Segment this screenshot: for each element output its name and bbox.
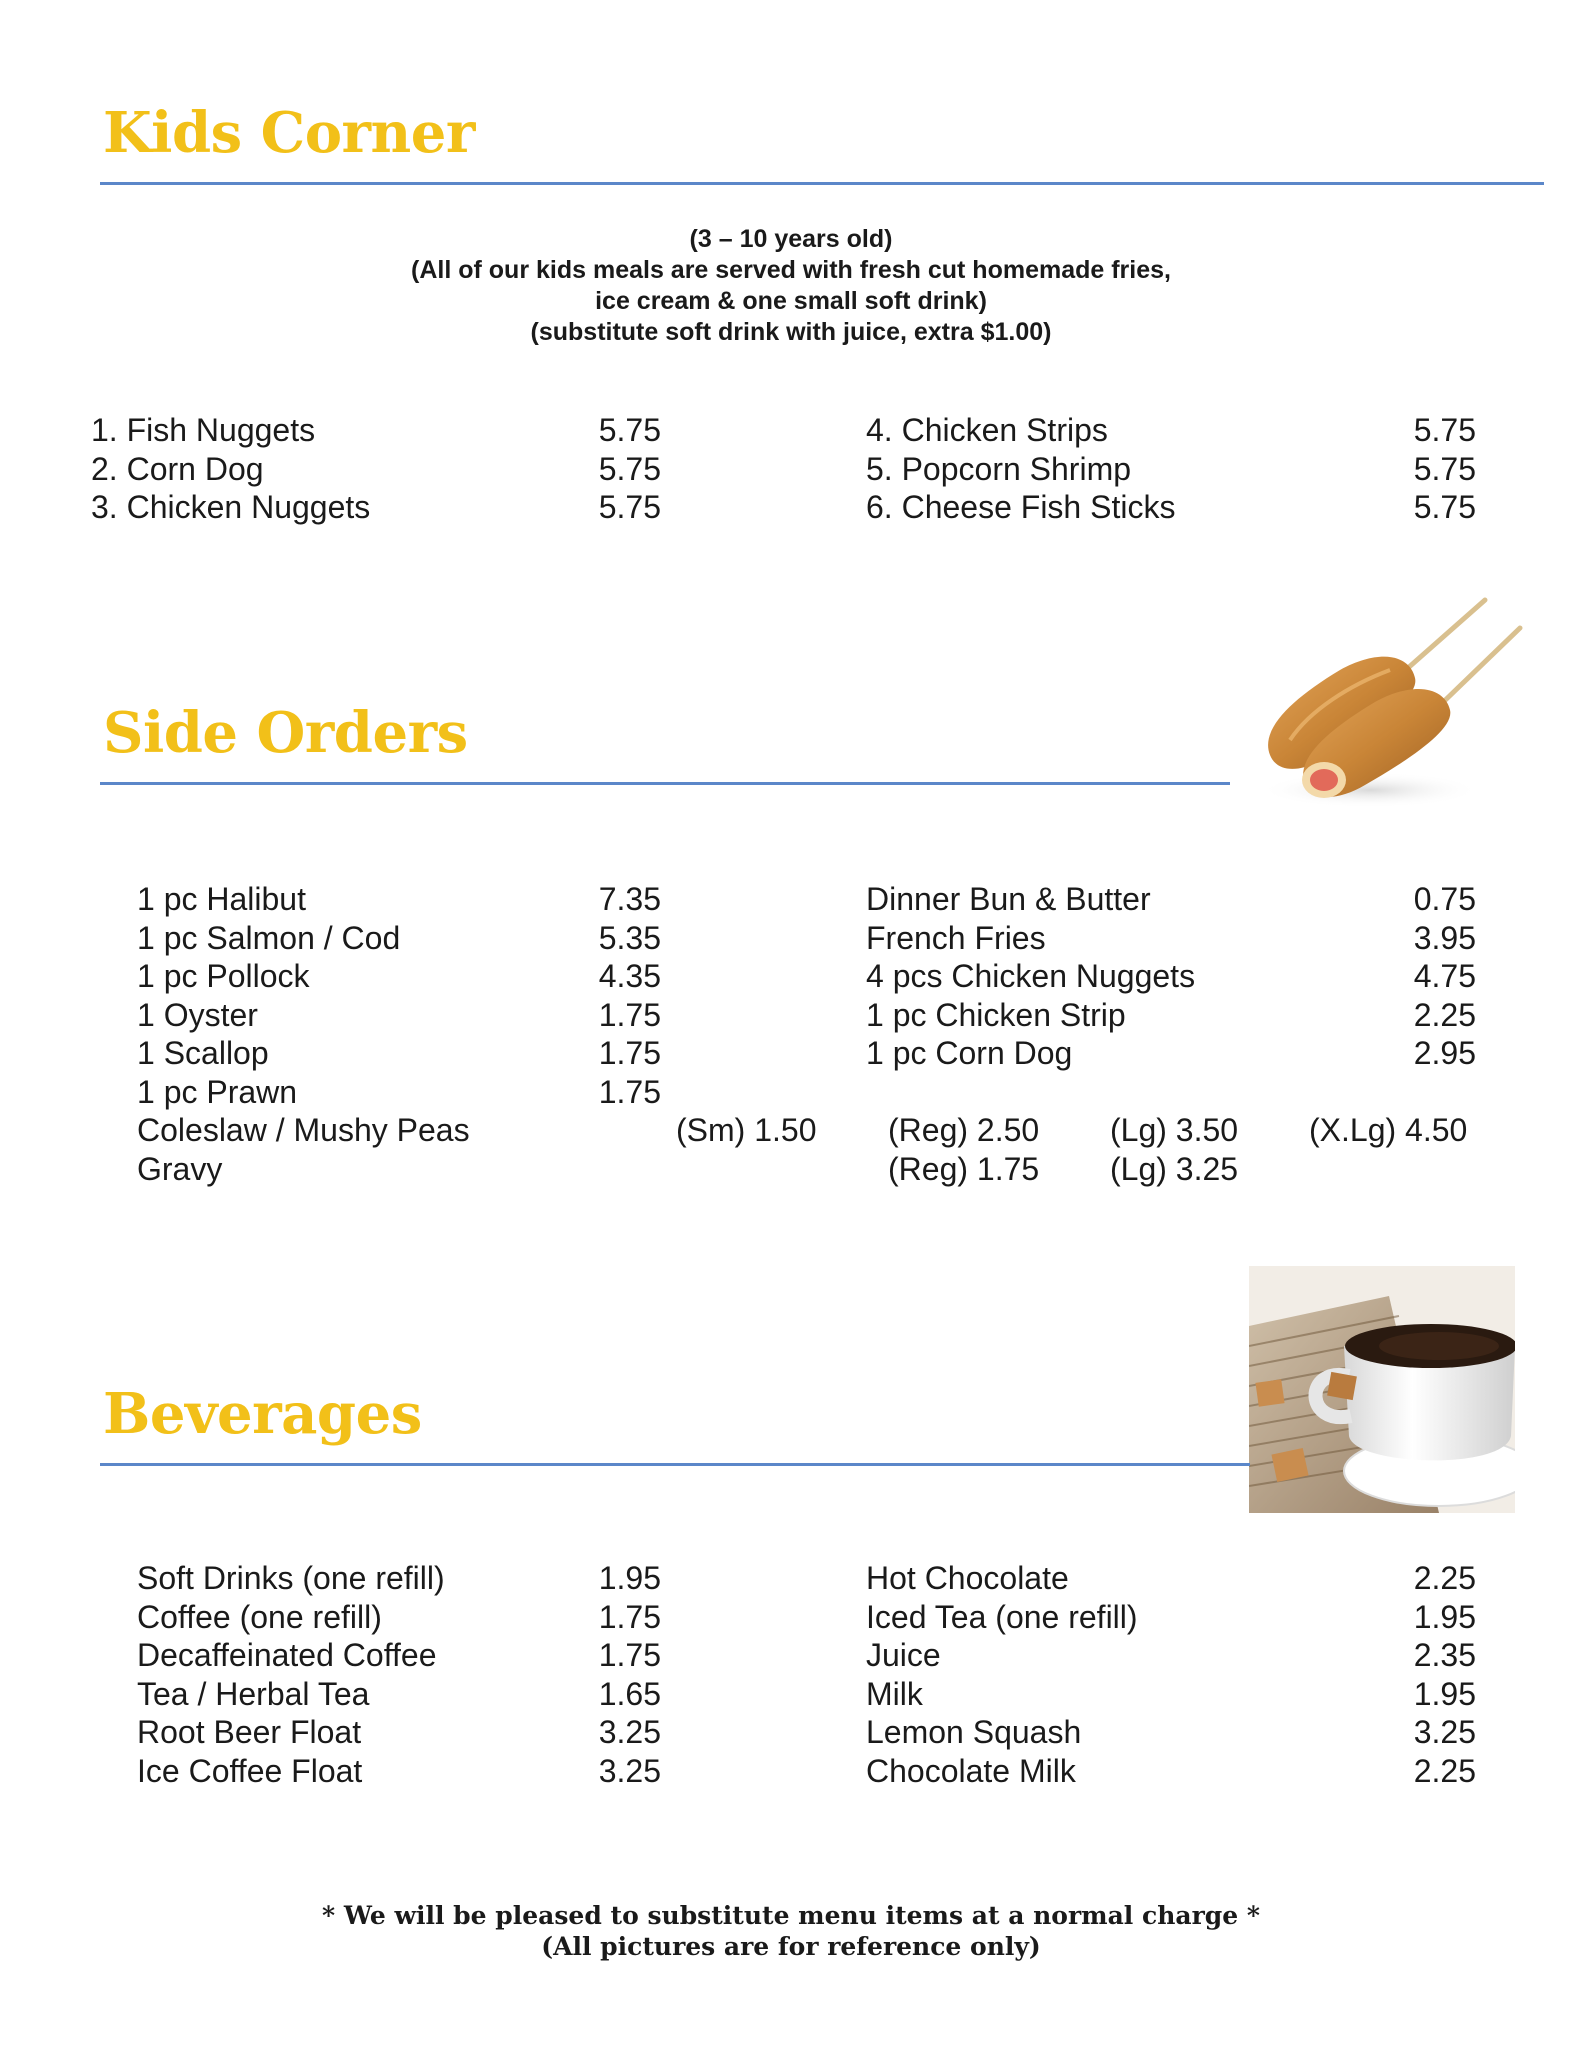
- menu-item: [137, 1559, 661, 1598]
- item-name: 1 Oyster: [137, 996, 258, 1033]
- menu-item: [866, 1034, 1476, 1073]
- item-price: 4.35: [598, 958, 661, 994]
- kids-corner-title: Kids Corner: [103, 100, 475, 166]
- item-name: French Fries: [866, 919, 1046, 956]
- menu-item: [137, 996, 661, 1035]
- item-name: Coffee (one refill): [137, 1598, 382, 1635]
- item-name: Juice: [866, 1637, 941, 1673]
- item-name: 1 pc Corn Dog: [866, 1035, 1073, 1071]
- menu-item: [137, 1675, 661, 1714]
- side-orders-title: Side Orders: [103, 700, 468, 766]
- item-price: 5.75: [1413, 450, 1476, 487]
- item-price: 1.95: [1413, 1598, 1476, 1635]
- menu-item: [137, 1598, 661, 1637]
- item-name: Ice Coffee Float: [137, 1752, 363, 1789]
- size-large-price: (Lg) 3.50: [1110, 1112, 1239, 1148]
- menu-item: [91, 488, 661, 527]
- menu-item: [866, 1636, 1476, 1675]
- kids-corner-rule: [100, 182, 1544, 185]
- item-name: 1 pc Halibut: [137, 881, 306, 917]
- item-price: 2.25: [1413, 1752, 1476, 1789]
- item-price: 1.75: [598, 1035, 661, 1071]
- coffee-cup-photo: [1249, 1266, 1515, 1513]
- item-name: 1 pc Pollock: [137, 958, 310, 994]
- side-menu-right: [866, 880, 1476, 1073]
- menu-item: [866, 1559, 1476, 1598]
- item-name: 1 pc Chicken Strip: [866, 996, 1126, 1033]
- item-price: 2.25: [1413, 1560, 1476, 1596]
- menu-item: [137, 1713, 661, 1752]
- item-name: 3. Chicken Nuggets: [91, 489, 371, 525]
- kids-note-age: (3 – 10 years old): [689, 225, 893, 253]
- item-name: Hot Chocolate: [866, 1560, 1069, 1596]
- kids-notes: [250, 224, 1332, 348]
- menu-item: [866, 957, 1476, 996]
- menu-item: [866, 1675, 1476, 1714]
- menu-item: [137, 1073, 661, 1112]
- menu-item: [137, 919, 661, 958]
- menu-item: [137, 957, 661, 996]
- menu-item: [137, 1636, 661, 1675]
- menu-item: [866, 996, 1476, 1035]
- item-price: 5.75: [1413, 412, 1476, 448]
- item-name: 1 Scallop: [137, 1035, 269, 1071]
- size-xlarge-price: (X.Lg) 4.50: [1309, 1112, 1468, 1148]
- item-price: 2.95: [1413, 1035, 1476, 1071]
- size-regular-price: (Reg) 2.50: [888, 1112, 1040, 1148]
- item-price: 3.25: [598, 1752, 661, 1789]
- footer-notes: [200, 1900, 1382, 1962]
- menu-item: [137, 1752, 661, 1791]
- item-price: 1.95: [1413, 1675, 1476, 1712]
- item-name: Coleslaw / Mushy Peas: [137, 1112, 470, 1148]
- item-name: 5. Popcorn Shrimp: [866, 450, 1132, 487]
- menu-item: [137, 880, 661, 919]
- kids-menu-left: [91, 411, 661, 527]
- item-price: 2.35: [1413, 1637, 1476, 1673]
- beverages-title: Beverages: [103, 1381, 422, 1447]
- kids-note-sides: (All of our kids meals are served with fresh cut homemade fries,: [411, 256, 1171, 284]
- footer-pictures-note: (All pictures are for reference only): [541, 1932, 1041, 1961]
- item-price: 3.25: [598, 1714, 661, 1750]
- menu-item: [866, 880, 1476, 919]
- item-name: Lemon Squash: [866, 1714, 1082, 1750]
- item-name: Decaffeinated Coffee: [137, 1637, 437, 1673]
- item-name: Tea / Herbal Tea: [137, 1675, 370, 1712]
- item-price: 5.75: [598, 489, 661, 525]
- item-price: 3.95: [1413, 919, 1476, 956]
- item-price: 0.75: [1413, 881, 1476, 917]
- item-name: Soft Drinks (one refill): [137, 1560, 445, 1596]
- beverages-rule: [100, 1463, 1250, 1466]
- menu-item: [866, 488, 1476, 527]
- item-price: 1.65: [598, 1675, 661, 1712]
- menu-item: [866, 411, 1476, 450]
- size-regular-price: (Reg) 1.75: [888, 1151, 1040, 1187]
- coffee-cup-icon: [1249, 1266, 1515, 1513]
- item-name: Iced Tea (one refill): [866, 1598, 1138, 1635]
- item-price: 7.35: [598, 881, 661, 917]
- item-price: 5.75: [598, 412, 661, 448]
- menu-item: [866, 1598, 1476, 1637]
- kids-note-drink: ice cream & one small soft drink): [595, 287, 987, 315]
- coleslaw-row: [137, 1111, 1482, 1150]
- item-price: 5.75: [1413, 489, 1476, 525]
- item-name: 1 pc Prawn: [137, 1073, 298, 1110]
- item-name: 2. Corn Dog: [91, 450, 264, 487]
- menu-item: [91, 450, 661, 489]
- item-price: 1.75: [598, 996, 661, 1033]
- kids-menu-right: [866, 411, 1476, 527]
- size-large-price: (Lg) 3.25: [1110, 1151, 1239, 1187]
- item-price: 2.25: [1413, 996, 1476, 1033]
- item-price: 3.25: [1413, 1714, 1476, 1750]
- item-price: 1.95: [598, 1560, 661, 1596]
- gravy-row: [137, 1150, 1482, 1189]
- side-menu-left: [137, 880, 661, 1111]
- item-name: Root Beer Float: [137, 1714, 362, 1750]
- menu-item: [866, 919, 1476, 958]
- item-price: 5.35: [598, 919, 661, 956]
- menu-item: [137, 1034, 661, 1073]
- beverages-menu-left: [137, 1559, 661, 1790]
- item-name: 1 pc Salmon / Cod: [137, 919, 401, 956]
- menu-item: [91, 411, 661, 450]
- item-price: 4.75: [1413, 958, 1476, 994]
- beverages-menu-right: [866, 1559, 1476, 1790]
- item-name: 4. Chicken Strips: [866, 412, 1108, 448]
- kids-note-juice: (substitute soft drink with juice, extra $1.00): [530, 318, 1052, 346]
- side-orders-rule: [100, 782, 1230, 785]
- item-name: Gravy: [137, 1151, 223, 1187]
- menu-item: [866, 1752, 1476, 1791]
- menu-item: [866, 1713, 1476, 1752]
- footer-substitution-note: * We will be pleased to substitute menu items at a normal charge *: [322, 1901, 1260, 1930]
- item-name: Dinner Bun & Butter: [866, 881, 1151, 917]
- menu-item: [866, 450, 1476, 489]
- item-price: 5.75: [598, 450, 661, 487]
- item-name: 4 pcs Chicken Nuggets: [866, 958, 1196, 994]
- item-price: 1.75: [598, 1073, 661, 1110]
- item-name: Chocolate Milk: [866, 1752, 1076, 1789]
- corn-dog-photo: [1250, 590, 1540, 820]
- item-name: 1. Fish Nuggets: [91, 412, 316, 448]
- item-price: 1.75: [598, 1598, 661, 1635]
- corn-dog-icon: [1250, 590, 1540, 820]
- item-price: 1.75: [598, 1637, 661, 1673]
- item-name: Milk: [866, 1675, 923, 1712]
- size-small-price: (Sm) 1.50: [676, 1112, 817, 1148]
- item-name: 6. Cheese Fish Sticks: [866, 489, 1176, 525]
